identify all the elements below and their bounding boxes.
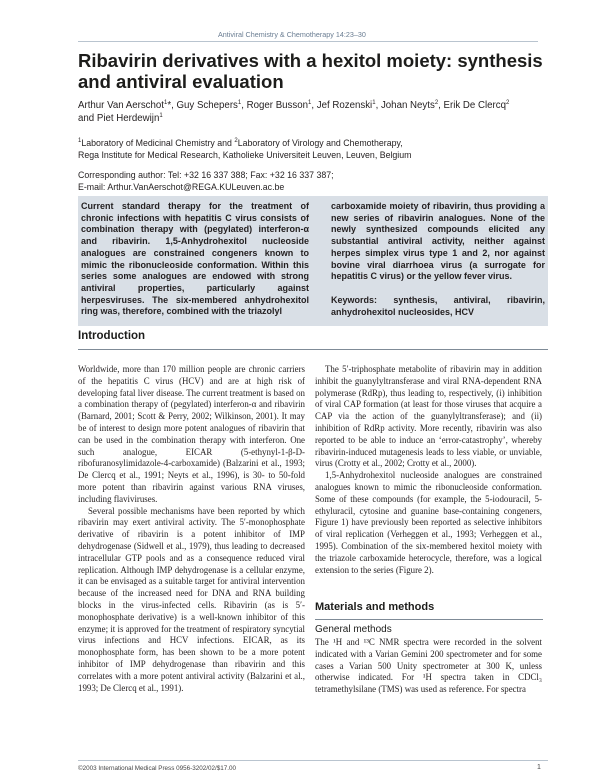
copyright-footer: ©2003 International Medical Press 0956-3202/02/$17.00 (78, 765, 236, 772)
author-name: Piet Herdewijn (96, 112, 160, 124)
page-number: 1 (537, 764, 541, 771)
article-title: Ribavirin derivatives with a hexitol moiety: synthesis and antiviral evaluation (78, 50, 543, 92)
body-column-right-methods (315, 637, 542, 696)
institution-text: Rega Institute for Medical Research, Katholieke Universiteit Leuven, Leuven, Belgium (78, 149, 412, 160)
corresponding-marker: * (167, 100, 172, 111)
paragraph: Several possible mechanisms have been reported by which ribavirin may exert antiviral activity. The 5′-monophosphate derivative of ribavirin is a potent inhibitor of IMP dehydrogenase (Sidwell et al., 1979), thus leading to decreased intracellular GTP pools and as a consequence reduced viral replication. Although IMP dehydrogenase is a cellular enzyme, it can be envisaged as a suitable target for antiviral intervention because of the increased need for DNA and RNA building blocks in the virus-infected cells. Ribavirin (as is 5′-monophosphate derivative) is a well-known inhibitor of this enzyme; it is approved for the treatment of respiratory syncytial virus infections and HCV infections. EICAR, as its monophosphate form, has been shown to be a more potent inhibitor of IMP dehydrogenase than ribavirin and this correlates with a more potent antiviral activity (Balzarini et al., 1993; De Clercq et al., 1991). (78, 505, 305, 693)
affil-marker: 1 (78, 138, 82, 145)
author-name: Johan Neyts (380, 100, 435, 111)
contact-phone-fax: Corresponding author: Tel: +32 16 337 388; Fax: +32 16 337 387; (78, 170, 334, 180)
author-affil-marker: 1 (237, 99, 242, 106)
section-divider (78, 349, 548, 350)
header-divider (78, 41, 538, 42)
author-affil-marker: 1 (372, 99, 376, 106)
section-divider (315, 619, 543, 620)
affiliation-text: Laboratory of Virology and Chemotherapy, (237, 138, 403, 148)
paragraph: Worldwide, more than 170 million people are chronic carriers of the hepatitis C virus (HCV) and are at high risk of developing fatal liver disease. The current treatment is based on a combination therapy of (pegylated) interferon-α and ribavirin (Barnard, 2001; Scott & Perry, 2002; Wilkinson, 2001). It may be of interest to design more potent analogues of ribavirin that can be used in the combination therapy with interferon. One such analogue, EICAR (5-ethynyl-1-β-D-ribofuranosylimidazole-4-carboxamide) (Balzarini et al., 1993; De Clercq et al., 1991; Neyts et al., 1996), is 30- to 50-fold more potent than ribavirin against various RNA viruses, including flaviviruses. (78, 364, 305, 504)
author-affil-marker: 1 (159, 112, 163, 119)
body-column-left (78, 364, 305, 694)
corresponding-author (78, 170, 548, 194)
author-affil-marker: 1 (163, 99, 168, 106)
section-heading-materials-methods: Materials and methods (315, 601, 435, 613)
affiliations (78, 138, 548, 162)
paragraph: 1,5-Anhydrohexitol nucleoside analogues are constrained analogues known to mimic the ribonucleoside conformation. Some of these compounds (for example, the 5-iodouracil, 5-ethyluracil, cytosine and guanine base-containing congeners, Figure 1) have previously been reported as selective inhibitors of viral replication (Verheggen et al., 1993; Verheggen et al., 1995). Combination of the six-membered hexitol moiety with the triazole carboxamide heterocycle, therefore, was a logical extension to the series (Figure 2). (315, 470, 542, 575)
subsection-heading-general-methods: General methods (315, 624, 392, 635)
running-head: Antiviral Chemistry & Chemotherapy 14:23–30 (218, 30, 366, 39)
abstract-text: Current standard therapy for the treatment of chronic infections with hepatitis C virus consists of combination therapy with (pegylated) interferon-α and ribavirin. 1,5-Anhydrohexitol nucleoside analogues are constrained congeners known to mimic the ribonucleoside conformation. Within this series some analogues are endowed with strong antiviral properties, particularly against herpesviruses. The six-membered anhydrohexitol ring was, therefore, combined with the triazolyl (81, 201, 309, 317)
author-name: Guy Schepers (176, 100, 238, 111)
paragraph: The ¹H and ¹³C NMR spectra were recorded in the solvent indicated with a Varian Gemini 200 spectrometer and for some cases a Varian 500 Unity spectrometer at 300 K, unless otherwise indicated. For ¹H spectra taken in CDCl₃ tetramethylsilane (TMS) was used as reference. For spectra (315, 637, 542, 695)
keywords: Keywords: synthesis, antiviral, ribavirin, anhydrohexitol nucleosides, HCV (331, 294, 545, 317)
abstract-column-right (331, 201, 545, 318)
author-name: Arthur Van Aerschot (78, 100, 164, 111)
author-name: Jef Rozenski (316, 100, 373, 111)
abstract-text: carboxamide moiety of ribavirin, thus providing a new series of ribavirin analogues. None of the newly synthesized compounds elicited any substantial antiviral activity, neither against herpes simplex virus type 1 and 2, nor against bovine viral diarrhoea virus (a surrogate for hepatitis C virus) or the yellow fever virus. (331, 201, 545, 282)
body-column-right (315, 364, 542, 576)
section-heading-introduction: Introduction (78, 330, 146, 342)
paragraph: The 5′-triphosphate metabolite of ribavirin may in addition inhibit the guanylyltransferase and viral RNA-dependent RNA polymerase (RdRp), thus leading to, respectively, (i) inhibition of viral CAP formation (at least for those viruses that acquire a CAP via the action of the guanylyltransferase); and (ii) inhibition of RdRp activity. More recently, ribavirin was also reported to be able to induce an ‘error-catastrophy’, whereby ribavirin-induced mutagenesis leads to less viable, or unviable, virus (Crotty et al., 2002; Crotty et al., 2000). (315, 364, 542, 469)
author-list: Arthur Van Aerschot$^1$*, Guy Schepers$^1$, Roger Busson$^1$, Jef Rozenski$^1$, Johan Neyts$^2$, Erik De Clercq$^2$ and Piet Herdewijn$^1$ (78, 99, 510, 124)
author-name: Erik De Clercq (443, 100, 506, 111)
affil-marker: 2 (234, 138, 238, 145)
abstract-column-left (81, 201, 309, 318)
author-conjunction: and (78, 112, 95, 124)
author-affil-marker: 2 (434, 99, 439, 106)
author-affil-marker: 1 (308, 99, 312, 106)
author-name: Roger Busson (246, 100, 309, 111)
footer-divider (78, 760, 548, 761)
abstract-box (78, 196, 548, 326)
contact-email: E-mail: Arthur.VanAerschot@REGA.KULeuven.ac.be (78, 181, 285, 192)
affiliation-text: Laboratory of Medicinal Chemistry and (81, 138, 235, 148)
author-affil-marker: 2 (506, 99, 510, 106)
